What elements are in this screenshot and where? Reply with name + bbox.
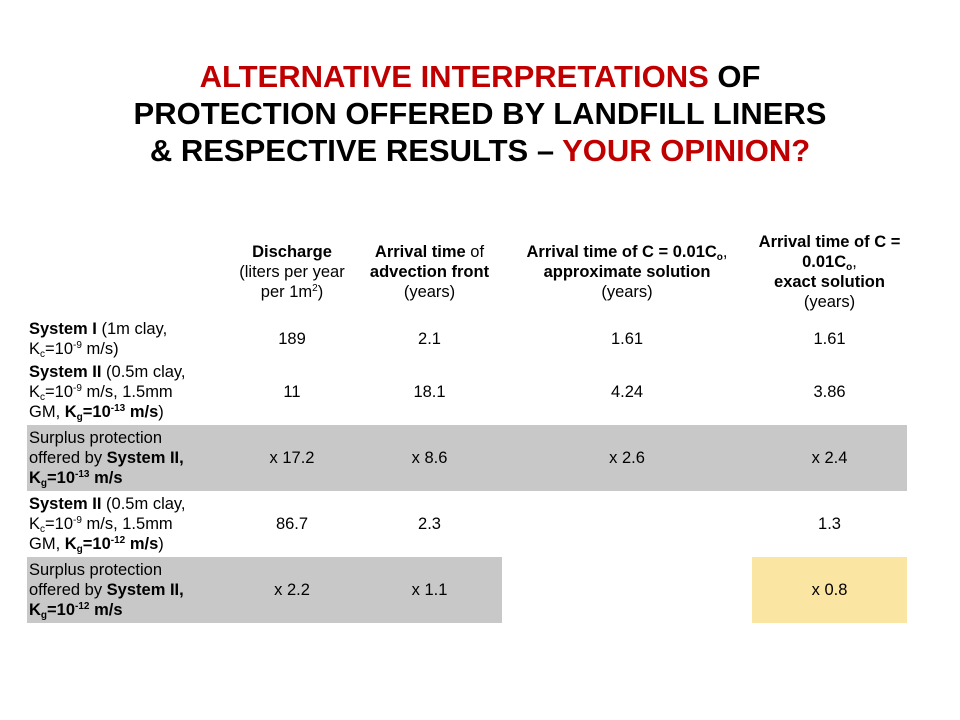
- cell-discharge: 189: [278, 330, 306, 348]
- header-advection: Arrival time of advection front (years): [369, 243, 490, 301]
- header-blank: [27, 225, 227, 319]
- cell-exact-highlighted: x 0.8: [752, 557, 907, 623]
- title-text: & RESPECTIVE RESULTS –: [149, 133, 563, 168]
- title-line-1: [0, 58, 960, 95]
- table-row: [27, 557, 907, 623]
- header-row: [27, 225, 907, 319]
- header-exact: Arrival time of $C = 0.01C_o$, exact solution (years): [758, 233, 901, 311]
- cell-exact: x 2.4: [752, 425, 907, 491]
- cell-advection: x 8.6: [357, 425, 502, 491]
- cell-discharge: 86.7: [275, 515, 309, 533]
- table-row: [27, 319, 907, 359]
- row-label: Surplus protection offered by System II, $K_g=10^{-13}$ m/s: [27, 425, 227, 491]
- cell-approximate: 4.24: [610, 383, 644, 401]
- row-label: System II (0.5m clay, $K_c=10^{-9}$ m/s, 1.5mm GM, $K_g=10^{-13}$ m/s): [29, 363, 186, 423]
- table-row: [27, 491, 907, 557]
- row-label: System II (0.5m clay, $K_c=10^{-9}$ m/s, 1.5mm GM, $K_g=10^{-12}$ m/s): [29, 495, 186, 555]
- cell-discharge: 11: [283, 383, 301, 401]
- cell-discharge: x 2.2: [227, 557, 357, 623]
- title-red-text: ALTERNATIVE INTERPRETATIONS: [199, 59, 709, 94]
- row-label: System I (1m clay, $K_c=10^{-9}$ m/s): [29, 320, 168, 360]
- cell-approximate: x 2.6: [502, 425, 752, 491]
- header-approximate: Arrival time of $C = 0.01C_o$, approximate solution (years): [526, 243, 728, 301]
- cell-discharge: x 17.2: [227, 425, 357, 491]
- title-red-text: YOUR OPINION?: [562, 133, 811, 168]
- slide-title: [0, 58, 960, 169]
- title-line-3: [0, 132, 960, 169]
- cell-advection: 18.1: [413, 383, 446, 401]
- cell-advection: 2.1: [418, 330, 441, 348]
- title-line-2: PROTECTION OFFERED BY LANDFILL LINERS: [133, 96, 827, 131]
- header-discharge: Discharge (liters per year per $1m^2$): [239, 243, 345, 301]
- cell-approximate: 1.61: [610, 330, 644, 348]
- cell-exact: 3.86: [813, 383, 846, 401]
- results-table: [27, 225, 907, 623]
- cell-approximate: [502, 557, 752, 623]
- table-row: [27, 425, 907, 491]
- table-row: [27, 359, 907, 425]
- cell-exact: 1.61: [813, 330, 846, 348]
- title-text: OF: [708, 59, 761, 94]
- cell-approximate: [502, 491, 752, 557]
- cell-exact: 1.3: [818, 515, 841, 533]
- cell-advection: 2.3: [418, 515, 441, 533]
- cell-advection: x 1.1: [357, 557, 502, 623]
- row-label: Surplus protection offered by System II, $K_g=10^{-12}$ m/s: [27, 557, 227, 623]
